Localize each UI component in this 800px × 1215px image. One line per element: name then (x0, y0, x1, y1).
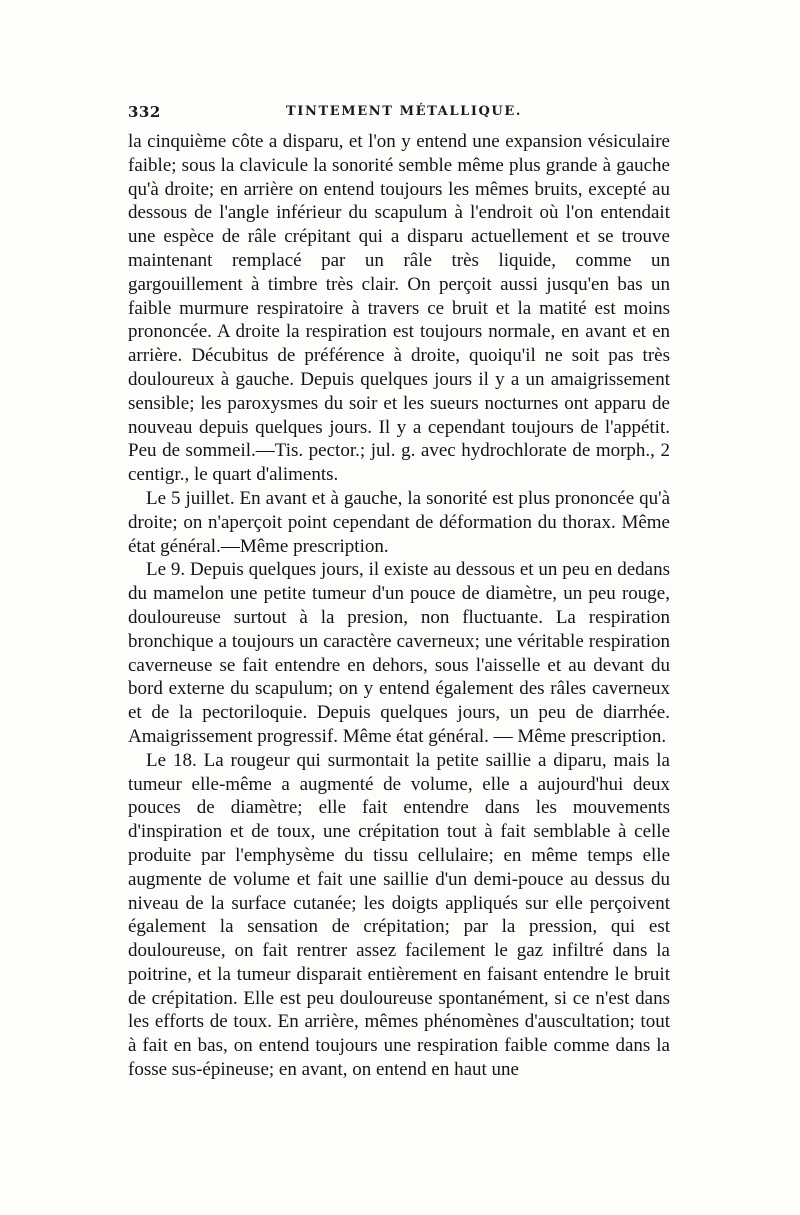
page-number: 332 (128, 103, 161, 121)
page-header (128, 103, 670, 125)
paragraph-le-18: Le 18. La rougeur qui surmontait la petite saillie a diparu, mais la tumeur elle-même a augmenté de volume, elle a aujourd'hui deux pouces de diamètre; elle fait entendre dans les mouvements d'inspiration et de toux, une crépitation tout à fait semblable à celle produite par l'emphysème du tissu cellulaire; en même temps elle augmente de volume et fait une saillie d'un demi-pouce au dessus du niveau de la surface cutanée; les doigts appliqués sur elle perçoivent également la sensation de crépitation; par la pression, qui est douloureuse, on fait rentrer assez facilement le gaz infiltré dans la poitrine, et la tumeur disparait entièrement en faisant entendre le bruit de crépitation. Elle est peu douloureuse spontanément, si ce n'est dans les efforts de toux. En arrière, mêmes phénomènes d'auscultation; tout à fait en bas, on entend toujours une respiration faible comme dans la fosse sus-épineuse; en avant, on entend en haut une (128, 749, 670, 1081)
running-title: TINTEMENT MÉTALLIQUE. (286, 104, 523, 119)
paragraph-continuation: la cinquième côte a disparu, et l'on y entend une expansion vésiculaire faible; sous la clavicule la sonorité semble même plus grande à gauche qu'à droite; en arrière on entend toujours les mêmes bruits, excepté au dessous de l'angle inférieur du scapulum à l'endroit où l'on entendait une espèce de râle crépitant qui a disparu actuellement et se trouve maintenant remplacé par un râle très liquide, comme un gargouillement à timbre très clair. On perçoit aussi jusqu'en bas un faible murmure respiratoire à travers ce bruit et la matité est moins prononcée. A droite la respiration est toujours normale, en avant et en arrière. Décubitus de préférence à droite, quoiqu'il ne soit pas très douloureux à gauche. Depuis quelques jours il y a un amaigrissement sensible; les paroxysmes du soir et les sueurs nocturnes ont apparu de nouveau depuis quelques jours. Il y a cependant toujours de l'appétit. Peu de sommeil.—Tis. pector.; jul. g. avec hydrochlorate de morph., 2 centigr., le quart d'aliments. (128, 131, 670, 486)
paragraph-le-9: Le 9. Depuis quelques jours, il existe au dessous et un peu en dedans du mamelon une petite tumeur d'un pouce de diamètre, un peu rouge, douloureuse surtout à la presion, non fluctuante. La respiration bronchique a toujours un caractère caverneux; une véritable respiration caverneuse se fait entendre en dehors, sous l'aisselle et au devant du bord externe du scapulum; on y entend également des râles caverneux et de la pectoriloquie. Depuis quelques jours, un peu de diarrhée. Amaigrissement progressif. Même état général. — Même prescription. (128, 559, 670, 747)
paragraph-5-juillet: Le 5 juillet. En avant et à gauche, la sonorité est plus prononcée qu'à droite; on n'aperçoit point cependant de déformation du thorax. Même état général.—Même prescription. (128, 487, 670, 557)
body-text (128, 130, 670, 1082)
